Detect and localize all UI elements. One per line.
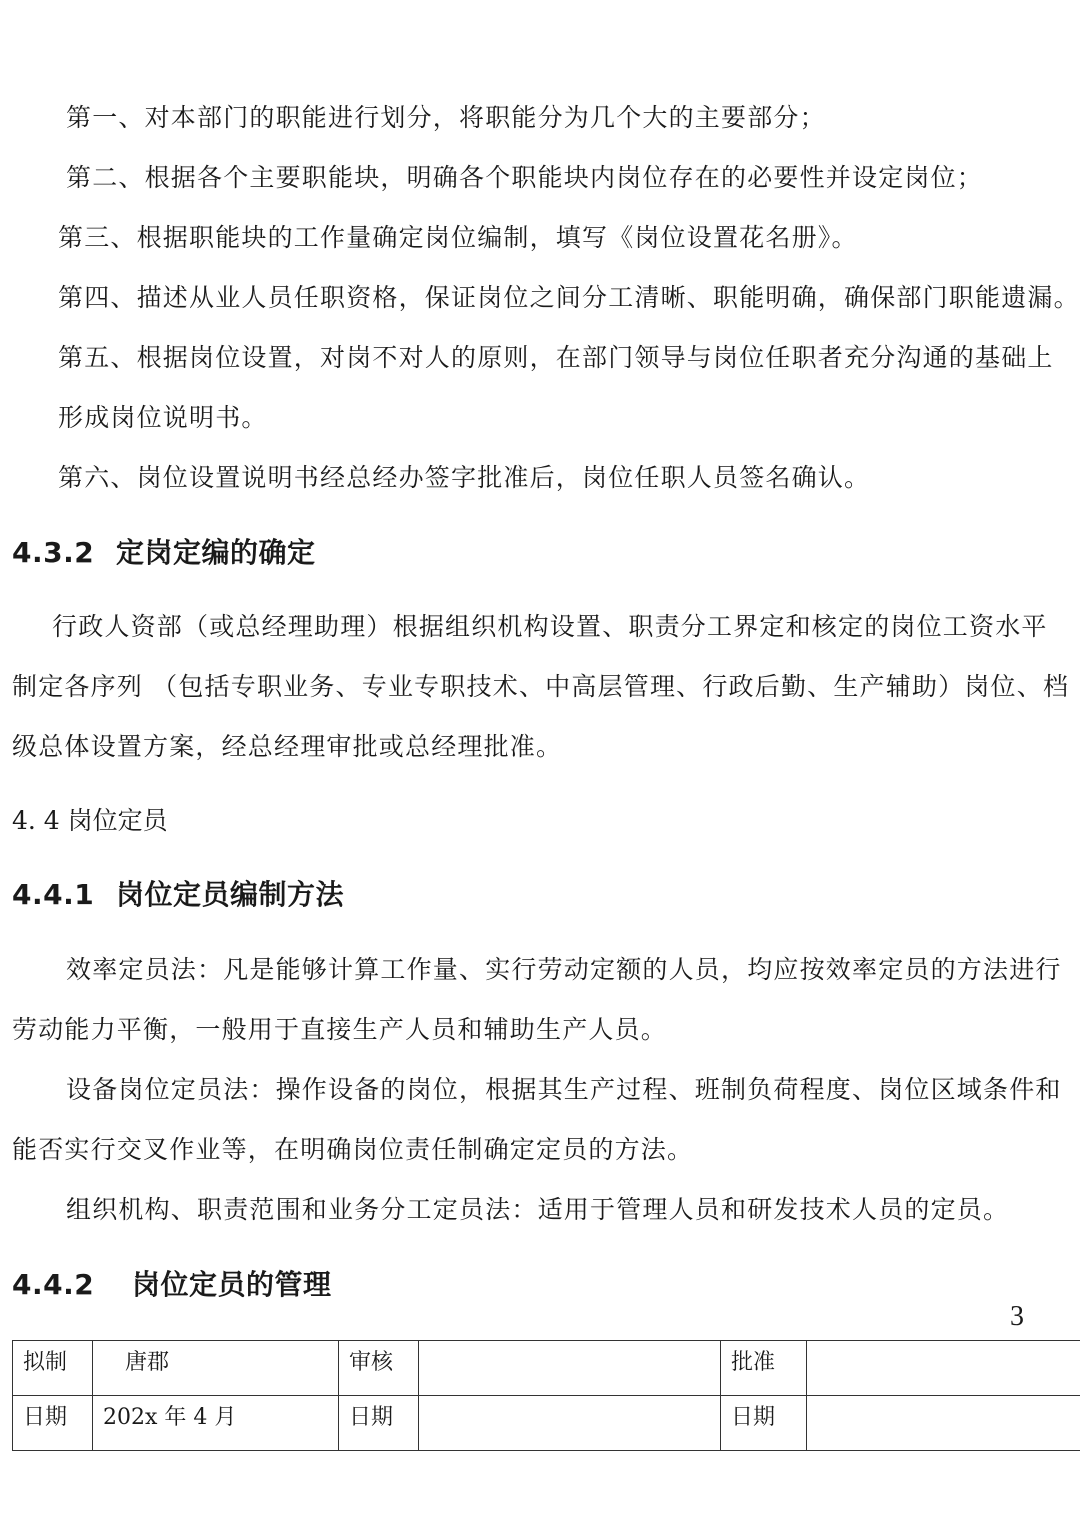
paragraph-equipment-method: 设备岗位定员法：操作设备的岗位，根据其生产过程、班制负荷程度、岗位区域条件和 — [66, 1075, 1062, 1104]
reviewer-value — [419, 1341, 721, 1396]
paragraph-equipment-method-continued: 能否实行交叉作业等，在明确岗位责任制确定定员的方法。 — [12, 1135, 694, 1164]
page-number: 3 — [1010, 1301, 1024, 1332]
paragraph-efficiency-method: 效率定员法：凡是能够计算工作量、实行劳动定额的人员，均应按效率定员的方法进行 — [66, 955, 1062, 984]
draft-date-value: 202x 年 4 月 — [93, 1396, 339, 1451]
paragraph-step-1: 第一、对本部门的职能进行划分，将职能分为几个大的主要部分； — [66, 103, 826, 132]
paragraph-step-2: 第二、根据各个主要职能块，明确各个职能块内岗位存在的必要性并设定岗位； — [66, 163, 984, 192]
paragraph-step-3: 第三、根据职能块的工作量确定岗位编制，填写《岗位设置花名册》。 — [58, 223, 858, 252]
heading-title: 岗位定员编制方法 — [116, 878, 345, 911]
heading-number: 4.4.2 — [12, 1268, 95, 1301]
approve-date-label: 日期 — [721, 1396, 807, 1451]
paragraph-organization-method: 组织机构、职责范围和业务分工定员法：适用于管理人员和研发技术人员的定员。 — [66, 1195, 1010, 1224]
heading-title: 岗位定员的管理 — [132, 1268, 332, 1301]
review-date-value — [419, 1396, 721, 1451]
reviewer-label: 审核 — [339, 1341, 419, 1396]
drafter-label: 拟制 — [13, 1341, 93, 1396]
paragraph-step-5-continued: 形成岗位说明书。 — [58, 403, 268, 432]
paragraph-4-3-2-line-2: 制定各序列 （包括专职业务、专业专职技术、中高层管理、行政后勤、生产辅助）岗位、档 — [12, 672, 1070, 701]
drafter-value: 唐郡 — [93, 1341, 339, 1396]
paragraph-efficiency-method-continued: 劳动能力平衡，一般用于直接生产人员和辅助生产人员。 — [12, 1015, 668, 1044]
heading-number: 4.3.2 — [12, 536, 95, 569]
approver-value — [807, 1341, 1080, 1396]
paragraph-step-4: 第四、描述从业人员任职资格，保证岗位之间分工清晰、职能明确，确保部门职能遗漏。 — [58, 283, 1080, 312]
approval-row-drafter — [13, 1341, 1080, 1396]
heading-number: 4.4.1 — [12, 878, 95, 911]
approval-row-dates — [13, 1396, 1080, 1451]
paragraph-step-5: 第五、根据岗位设置，对岗不对人的原则，在部门领导与岗位任职者充分沟通的基础上 — [58, 343, 1054, 372]
heading-4-4: 4. 4 岗位定员 — [12, 806, 168, 835]
paragraph-step-6: 第六、岗位设置说明书经总经办签字批准后，岗位任职人员签名确认。 — [58, 463, 871, 492]
heading-4-4-1 — [12, 878, 344, 912]
approval-table — [12, 1340, 1080, 1451]
heading-4-4-2 — [12, 1268, 332, 1302]
paragraph-4-3-2-line-3: 级总体设置方案，经总经理审批或总经理批准。 — [12, 732, 563, 761]
review-date-label: 日期 — [339, 1396, 419, 1451]
heading-title: 定岗定编的确定 — [116, 536, 316, 569]
paragraph-4-3-2-line-1: 行政人资部（或总经理助理）根据组织机构设置、职责分工界定和核定的岗位工资水平 — [52, 612, 1048, 641]
approve-date-value — [807, 1396, 1080, 1451]
approver-label: 批准 — [721, 1341, 807, 1396]
heading-4-3-2 — [12, 536, 316, 570]
draft-date-label: 日期 — [13, 1396, 93, 1451]
